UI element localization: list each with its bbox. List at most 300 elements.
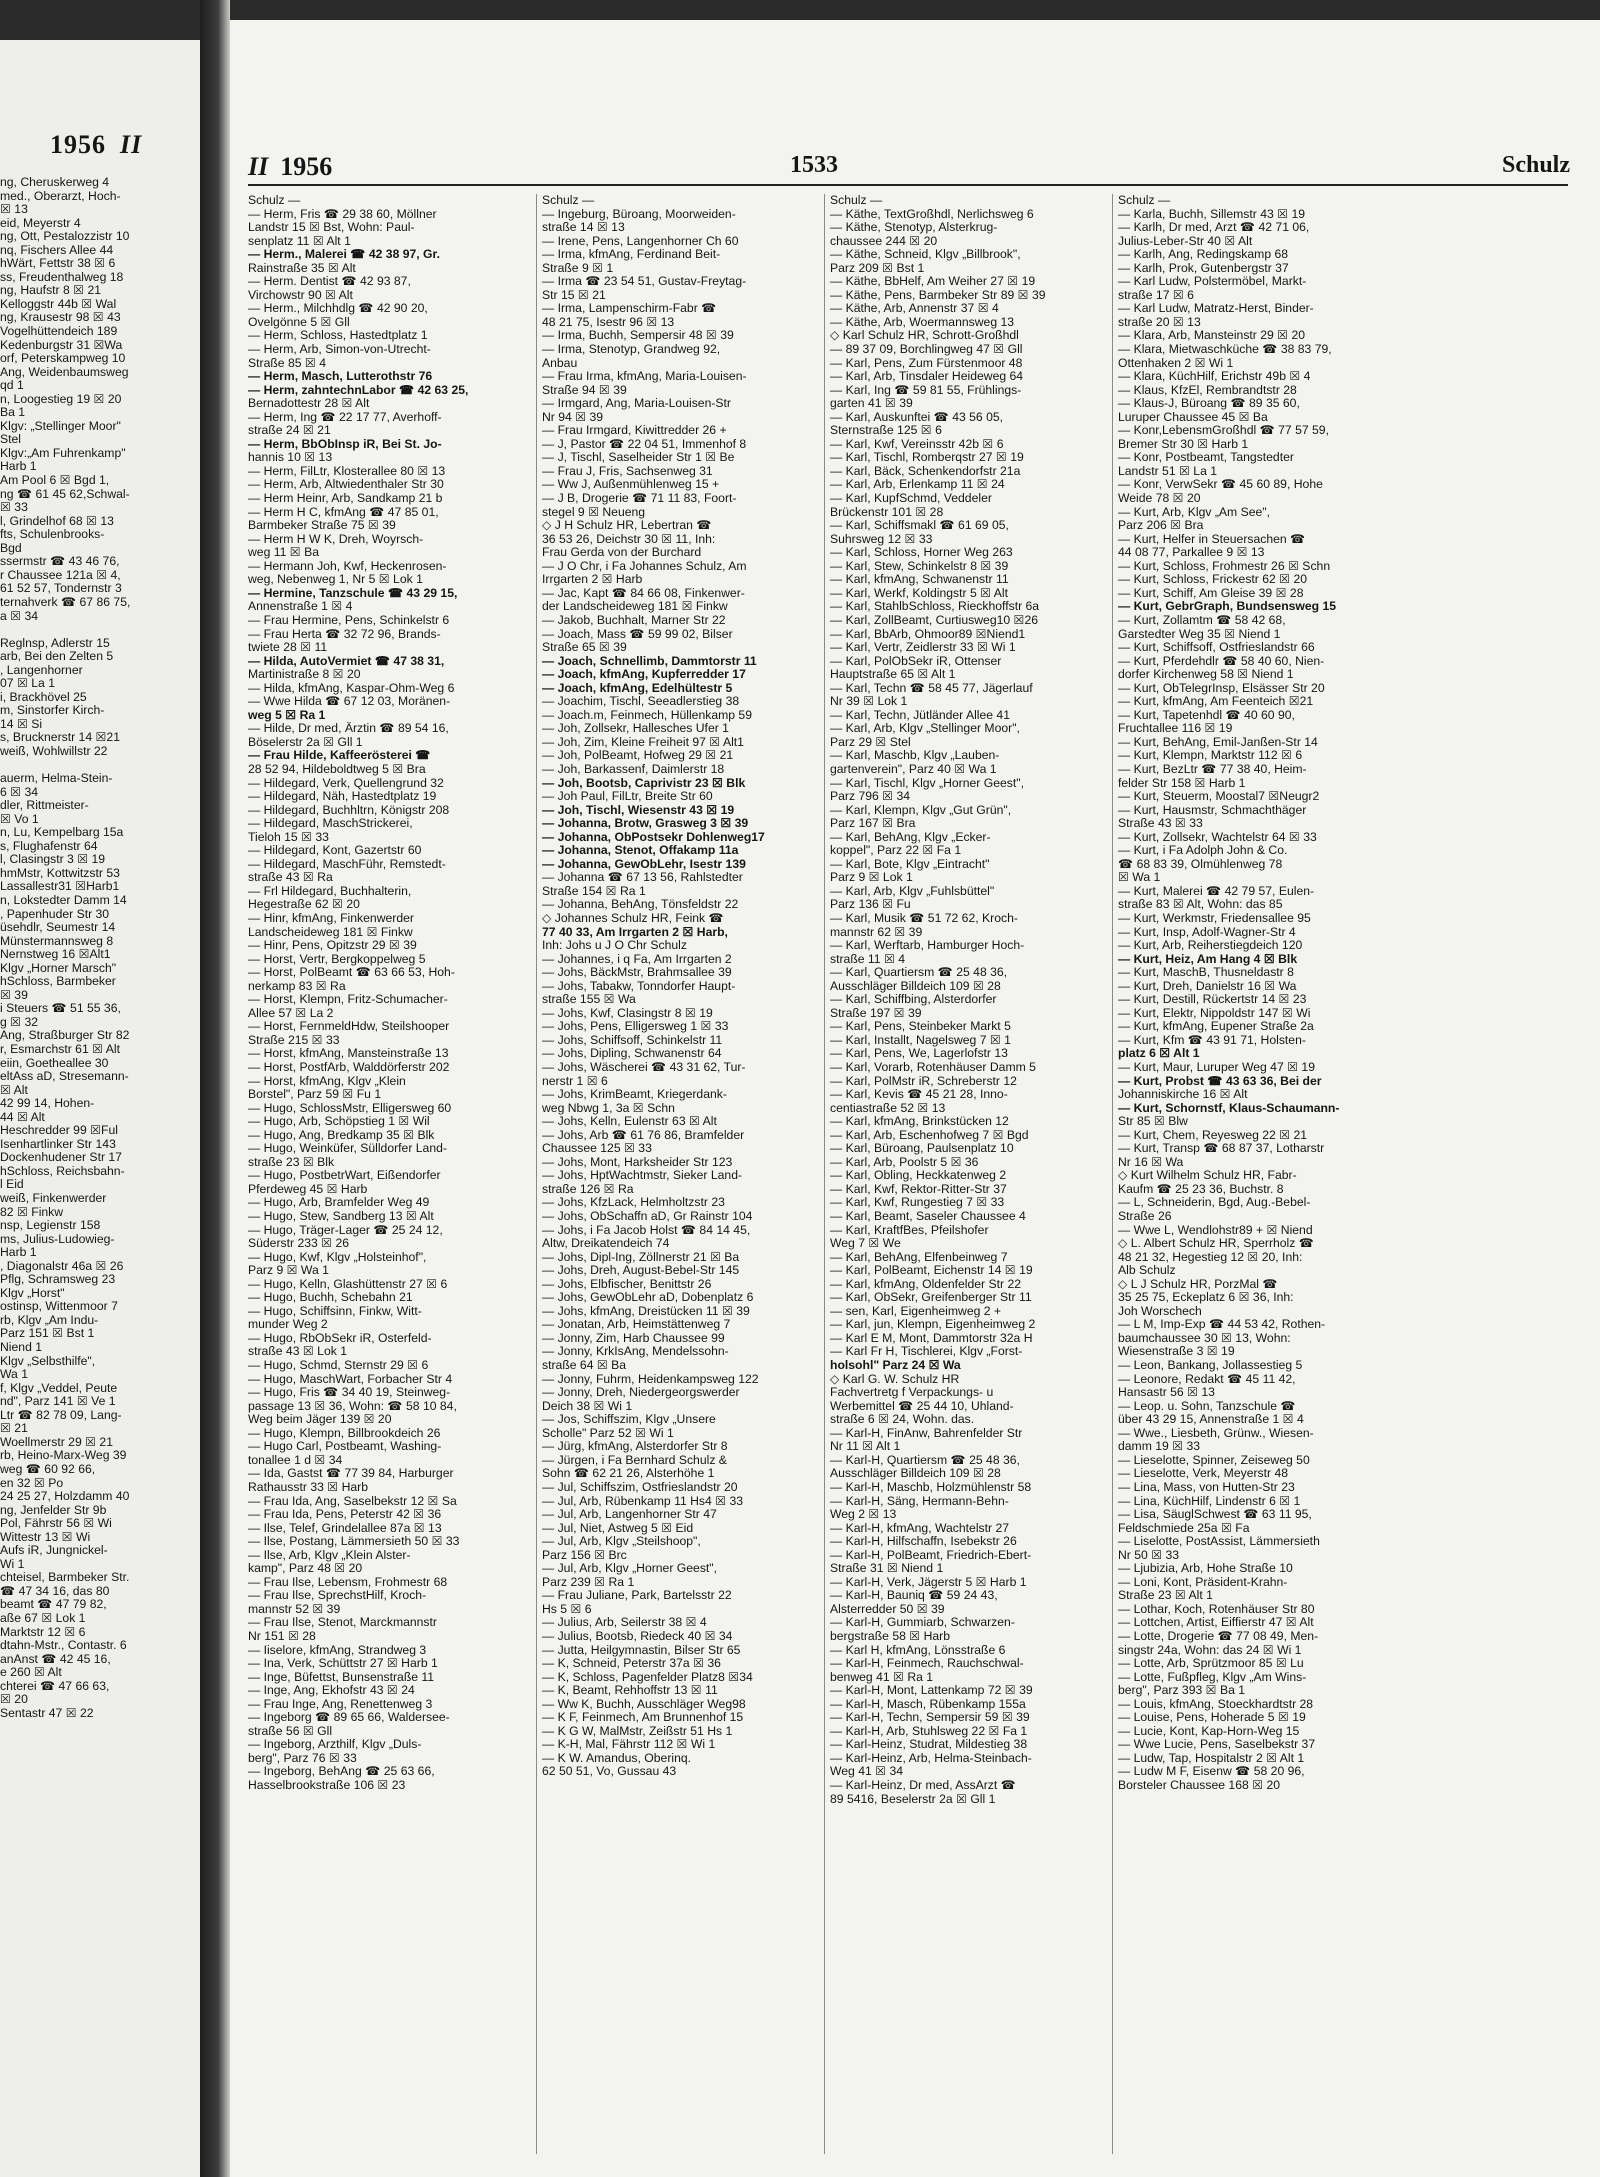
- directory-entry-line: — Hugo, Klempn, Billbrookdeich 26: [248, 1426, 441, 1440]
- running-header-left: [248, 152, 332, 186]
- left-page-line: eid, Meyerstr 4: [0, 216, 81, 230]
- column-heading: Schulz —: [542, 194, 595, 207]
- directory-entry-line: — Karl-H, Maschb, Holzmühlenstr 58: [830, 1480, 1032, 1494]
- directory-entry-line: — Irma, Buchh, Sempersir 48 ☒ 39: [542, 329, 734, 343]
- directory-entry-line: — Irma, kfmAng, Ferdinand Beit-: [542, 248, 721, 262]
- directory-entry-line: Bernadottestr 28 ☒ Alt: [248, 397, 370, 411]
- directory-entry-line: 36 53 26, Deichstr 30 ☒ 11, Inh:: [542, 532, 716, 546]
- directory-entry-line: — Karl, Tischl, Klgv „Horner Geest",: [830, 776, 1024, 790]
- directory-entry-line: — Frau J, Fris, Sachsenweg 31: [542, 464, 713, 478]
- directory-entry-line: — Klara, Mietwaschküche ☎ 38 83 79,: [1118, 343, 1332, 357]
- directory-entry-line: — Lotte, Drogerie ☎ 77 08 49, Men-: [1118, 1629, 1319, 1643]
- directory-entry-line: — Leop. u. Sohn, Tanzschule ☎: [1118, 1399, 1296, 1413]
- left-page-line: Heschredder 99 ☒Ful: [0, 1124, 118, 1138]
- directory-entry-line: Hauptstraße 65 ☒ Alt 1: [830, 668, 956, 682]
- directory-entry-line: straße 14 ☒ 13: [542, 221, 625, 235]
- directory-entry-line: — Karl, ZollBeamt, Curtiusweg10 ☒26: [830, 613, 1039, 627]
- directory-entry-line: — Irma, Lampenschirm-Fabr ☎: [542, 302, 717, 316]
- left-page-line: [0, 759, 196, 773]
- directory-entry-line: — Karl-H, Mont, Lattenkamp 72 ☒ 39: [830, 1684, 1033, 1698]
- header-rule: [248, 184, 1568, 186]
- directory-entry-line: — Herm. Dentist ☎ 42 93 87,: [248, 275, 411, 289]
- directory-entry-line: Allee 57 ☒ La 2: [248, 1006, 334, 1020]
- directory-entry-line: — Karl-H, Säng, Hermann-Behn-: [830, 1494, 1009, 1508]
- directory-entry-line: — Karl, Bote, Klgv „Eintracht": [830, 857, 990, 871]
- directory-entry-line: — Ingeborg, Arzthilf, Klgv „Duls-: [248, 1738, 422, 1752]
- directory-column-4: [1118, 194, 1402, 1793]
- directory-entry-line: — Joach, kfmAng, Edelhültestr 5: [542, 681, 733, 695]
- directory-entry-line: Weg 7 ☒ We: [830, 1237, 901, 1251]
- directory-entry-line: — Karl, ObSekr, Greifenberger Str 11: [830, 1291, 1032, 1305]
- directory-entry-line: nerkamp 83 ☒ Ra: [248, 979, 346, 993]
- directory-entry-line: — Kurt, BezLtr ☎ 77 38 40, Heim-: [1118, 762, 1307, 776]
- directory-entry-line: — Käthe, Schneid, Klgv „Billbrook",: [830, 248, 1021, 262]
- directory-entry-line: — Johannes, i q Fa, Am Irrgarten 2: [542, 952, 732, 966]
- directory-entry-line: — Hinr, Pens, Opitzstr 29 ☒ 39: [248, 939, 417, 953]
- left-page-line: ng, Haufstr 8 ☒ 21: [0, 284, 102, 298]
- directory-entry-line: — Kurt, Maur, Luruper Weg 47 ☒ 19: [1118, 1061, 1315, 1074]
- directory-entry-line: — J, Tischl, Saselheider Str 1 ☒ Be: [542, 451, 735, 465]
- directory-entry-line: Scholle" Parz 52 ☒ Wi 1: [542, 1426, 674, 1440]
- directory-entry-line: damm 19 ☒ 33: [1118, 1440, 1201, 1454]
- directory-entry-line: — Ina, Verk, Schüttstr 27 ☒ Harb 1: [248, 1657, 438, 1671]
- left-page-line: ng, Cheruskerweg 4: [0, 176, 110, 189]
- directory-entry-line: — Karl Ludw, Polstermöbel, Markt-: [1118, 275, 1307, 289]
- directory-entry-line: singstr 24a, Wohn: das 24 ☒ Wi 1: [1118, 1643, 1302, 1657]
- directory-entry-line: straße 155 ☒ Wa: [542, 993, 636, 1007]
- directory-entry-line: — Lotte, Fußpfleg, Klgv „Am Wins-: [1118, 1670, 1307, 1684]
- directory-entry-line: — Frl Hildegard, Buchhalterin,: [248, 884, 412, 898]
- directory-entry-line: — Karl-H, Quartiersm ☎ 25 48 36,: [830, 1453, 1020, 1467]
- left-page-line: f, Klgv „Veddel, Peute: [0, 1381, 118, 1395]
- directory-entry-line: — Johs, Dipl-Ing, Zöllnerstr 21 ☒ Ba: [542, 1250, 740, 1264]
- header-roman: II: [248, 152, 269, 181]
- directory-entry-line: — Karl, Pens, Zum Fürstenmoor 48: [830, 356, 1023, 370]
- left-page-line: nsp, Legienstr 158: [0, 1219, 101, 1233]
- directory-entry-line: — Irene, Pens, Langenhorner Ch 60: [542, 234, 739, 248]
- directory-entry-line: — Johs, Elbfischer, Benittstr 26: [542, 1277, 712, 1291]
- directory-entry-line: — Ww J, Außenmühlenweg 15 +: [542, 478, 720, 492]
- running-title: Schulz: [1501, 152, 1570, 178]
- left-page-line: ☒ 20: [0, 1693, 28, 1707]
- directory-entry-line: Inh: Johs u J O Chr Schulz: [542, 939, 687, 953]
- directory-entry-line: — K G W, MalMstr, Zeißstr 51 Hs 1: [542, 1724, 733, 1738]
- directory-entry-line: Parz 136 ☒ Fu: [830, 898, 911, 912]
- directory-entry-line: Weide 78 ☒ 20: [1118, 492, 1201, 506]
- directory-entry-line: — K, Beamt, Rehhoffstr 13 ☒ 11: [542, 1684, 718, 1698]
- directory-entry-line: ◇ Karl G. W. Schulz HR: [830, 1372, 960, 1386]
- directory-entry-line: Ausschläger Billdeich 109 ☒ 28: [830, 979, 1001, 993]
- left-page-line: ☒ Vo 1: [0, 812, 39, 826]
- directory-entry-line: — Hilda, kfmAng, Kaspar-Ohm-Weg 6: [248, 681, 455, 695]
- left-page-line: Isenhartlinker Str 143: [0, 1137, 116, 1151]
- directory-entry-line: — Kurt, BehAng, Emil-Janßen-Str 14: [1118, 735, 1318, 749]
- directory-entry-line: — Ilse, Postang, Lämmersieth 50 ☒ 33: [248, 1535, 460, 1549]
- directory-entry-line: — Kurt, Arb, Klgv „Am See",: [1118, 505, 1270, 519]
- directory-entry-line: — Hildegard, Buchhltrn, Königstr 208: [248, 803, 450, 817]
- directory-entry-line: — Karl H, kfmAng, Lönsstraße 6: [830, 1643, 1006, 1657]
- directory-entry-line: — Karl, Beamt, Saseler Chaussee 4: [830, 1210, 1026, 1224]
- left-page-line: Niend 1: [0, 1341, 43, 1355]
- directory-entry-line: Tieloh 15 ☒ 33: [248, 830, 329, 844]
- directory-entry-line: — Frau Herta ☎ 32 72 96, Brands-: [248, 627, 441, 641]
- directory-entry-line: — Karl, Schloss, Horner Weg 263: [830, 546, 1013, 560]
- directory-entry-line: — Leon, Bankang, Jollassestieg 5: [1118, 1359, 1303, 1373]
- directory-entry-line: straße 17 ☒ 6: [1118, 288, 1194, 302]
- left-page-line: r, Esmarchstr 61 ☒ Alt: [0, 1043, 120, 1056]
- directory-entry-line: — Klara, KüchHilf, Erichstr 49b ☒ 4: [1118, 370, 1311, 384]
- left-page-text: [0, 176, 196, 1720]
- directory-entry-line: Süderstr 233 ☒ 26: [248, 1237, 350, 1251]
- left-page: [0, 40, 200, 2177]
- directory-entry-line: — Johanna, BehAng, Tönsfeldstr 22: [542, 898, 739, 912]
- left-page-line: ss, Freudenthalweg 18: [0, 270, 124, 284]
- directory-entry-line: — Karl, KupfSchmd, Veddeler: [830, 492, 992, 506]
- left-page-line: weiß, Wohlwillstr 22: [0, 744, 108, 758]
- directory-entry-line: baumchaussee 30 ☒ 13, Wohn:: [1118, 1331, 1291, 1345]
- directory-entry-line: — Kurt, Malerei ☎ 42 79 57, Eulen-: [1118, 884, 1315, 898]
- directory-entry-line: 77 40 33, Am Irrgarten 2 ☒ Harb,: [542, 925, 728, 939]
- directory-entry-line: Straße 26: [1118, 1210, 1172, 1224]
- left-page-year: 1956: [50, 130, 106, 159]
- directory-entry-line: — Karl, Tischl, Romberqstr 27 ☒ 19: [830, 451, 1024, 465]
- directory-entry-line: straße 24 ☒ 21: [248, 424, 331, 438]
- left-page-line: med., Oberarzt, Hoch-: [0, 189, 121, 203]
- directory-entry-line: — Lotte, Arb, Sprützmoor 85 ☒ Lu: [1118, 1657, 1304, 1671]
- directory-entry-line: — Karl, Schiffsmakl ☎ 61 69 05,: [830, 519, 1009, 533]
- directory-entry-line: — K, Schloss, Pagenfelder Platz8 ☒34: [542, 1670, 753, 1684]
- directory-entry-line: Annenstraße 1 ☒ 4: [248, 600, 353, 614]
- directory-entry-line: Frau Gerda von der Burchard: [542, 546, 702, 560]
- directory-entry-line: Hegestraße 62 ☒ 20: [248, 898, 360, 912]
- directory-entry-line: — Kurt, Zollamtm ☎ 58 42 68,: [1118, 613, 1286, 627]
- directory-entry-line: — 89 37 09, Borchlingweg 47 ☒ Gll: [830, 343, 1023, 357]
- directory-entry-line: — Karl, Pens, Steinbeker Markt 5: [830, 1020, 1011, 1034]
- directory-entry-line: — Kurt, Zollsekr, Wachtelstr 64 ☒ 33: [1118, 830, 1317, 844]
- directory-entry-line: — Karl, KraftfBes, Pfeilshofer: [830, 1223, 989, 1237]
- directory-entry-line: — Johanna, Brotw, Grasweg 3 ☒ 39: [542, 817, 749, 831]
- directory-entry-line: — Kurt, Tapetenhdl ☎ 40 60 90,: [1118, 708, 1295, 722]
- directory-entry-line: mannstr 62 ☒ 39: [830, 925, 923, 939]
- directory-entry-line: — Karl, BehAng, Elfenbeinweg 7: [830, 1250, 1008, 1264]
- directory-entry-line: — L M, Imp-Exp ☎ 44 53 42, Rothen-: [1118, 1318, 1326, 1332]
- directory-entry-line: Luruper Chaussee 45 ☒ Ba: [1118, 410, 1268, 424]
- directory-entry-line: — Frau Irma, kfmAng, Maria-Louisen-: [542, 370, 747, 384]
- directory-entry-line: — Karl, Vorarb, Rotenhäuser Damm 5: [830, 1061, 1036, 1074]
- left-page-line: Klgv „Selbsthilfe",: [0, 1354, 96, 1368]
- directory-entry-line: — Johs, KrimBeamt, Kriegerdank-: [542, 1088, 727, 1102]
- directory-entry-line: Weg 41 ☒ 34: [830, 1765, 904, 1779]
- left-page-line: Woellmerstr 29 ☒ 21: [0, 1435, 113, 1449]
- directory-entry-line: — Wwe Hilda ☎ 67 12 03, Moränen-: [248, 695, 451, 709]
- directory-entry-line: — Lieselotte, Verk, Meyerstr 48: [1118, 1467, 1289, 1481]
- left-page-line: 07 ☒ La 1: [0, 677, 55, 691]
- directory-entry-line: Pferdeweg 45 ☒ Harb: [248, 1182, 368, 1196]
- column-divider: [536, 194, 537, 2154]
- directory-entry-line: — Hugo Carl, Postbeamt, Washing-: [248, 1440, 442, 1454]
- directory-entry-line: Irrgarten 2 ☒ Harb: [542, 573, 643, 587]
- directory-entry-line: — Jonny, Fuhrm, Heidenkampsweg 122: [542, 1372, 759, 1386]
- directory-entry-line: — Karl, Arb, Eschenhofweg 7 ☒ Bgd: [830, 1128, 1029, 1142]
- directory-entry-line: — Karl, StahlbSchloss, Rieckhoffstr 6a: [830, 600, 1040, 614]
- left-page-line: rb, Heino-Marx-Weg 39: [0, 1449, 127, 1463]
- directory-entry-line: — Joh, PolBeamt, Hofweg 29 ☒ 21: [542, 749, 734, 763]
- directory-entry-line: — Loni, Kont, Präsident-Krahn-: [1118, 1575, 1288, 1589]
- left-page-line: Klgv „Horner Marsch": [0, 961, 117, 975]
- directory-entry-line: Garstedter Weg 35 ☒ Niend 1: [1118, 627, 1281, 641]
- directory-entry-line: 48 21 32, Hegestieg 12 ☒ 20, Inh:: [1118, 1250, 1303, 1264]
- directory-entry-line: Ovelgönne 5 ☒ Gll: [248, 315, 350, 329]
- directory-entry-line: — Johs, Tabakw, Tonndorfer Haupt-: [542, 979, 736, 993]
- directory-entry-line: 44 08 77, Parkallee 9 ☒ 13: [1118, 546, 1265, 560]
- left-page-line: fts, Schulenbrooks-: [0, 528, 105, 542]
- directory-entry-line: — Wwe L, Wendlohstr89 + ☒ Niend: [1118, 1223, 1313, 1237]
- left-page-line: i, Brackhövel 25: [0, 690, 87, 704]
- directory-entry-line: straße 43 ☒ Lok 1: [248, 1345, 347, 1359]
- directory-entry-line: — Karl-H, Masch, Rübenkamp 155a: [830, 1697, 1026, 1711]
- directory-entry-line: — Ljubizia, Arb, Hohe Straße 10: [1118, 1562, 1293, 1576]
- directory-entry-line: nerstr 1 ☒ 6: [542, 1074, 608, 1088]
- directory-entry-line: — Karl, Pens, We, Lagerlofstr 13: [830, 1047, 1008, 1061]
- left-page-line: Wittestr 13 ☒ Wi: [0, 1530, 91, 1544]
- directory-entry-line: — Karl, Klempn, Klgv „Gut Grün",: [830, 803, 1012, 817]
- directory-entry-line: berg", Parz 393 ☒ Ba 1: [1118, 1684, 1246, 1698]
- directory-entry-line: — Joh Paul, FilLtr, Breite Str 60: [542, 790, 713, 804]
- directory-entry-line: — Hugo, Träger-Lager ☎ 25 24 12,: [248, 1223, 443, 1237]
- directory-entry-line: gartenverein", Parz 40 ☒ Wa 1: [830, 762, 997, 776]
- directory-entry-line: ◇ J H Schulz HR, Lebertran ☎: [542, 519, 712, 533]
- directory-entry-line: — Käthe, Arb, Annenstr 37 ☒ 4: [830, 302, 999, 316]
- directory-entry-line: Anbau: [542, 356, 578, 370]
- directory-entry-line: — Jutta, Heilgymnastin, Bilser Str 65: [542, 1643, 741, 1657]
- left-page-line: qd 1: [0, 379, 24, 393]
- directory-entry-line: — Frau Juliane, Park, Bartelsstr 22: [542, 1589, 732, 1603]
- left-page-line: 14 ☒ Si: [0, 717, 43, 731]
- directory-entry-line: — Herm, Arb, Altwiedenthaler Str 30: [248, 478, 444, 492]
- directory-entry-line: — Jul, Arb, Klgv „Steilshoop",: [542, 1535, 701, 1549]
- left-page-line: Parz 151 ☒ Bst 1: [0, 1327, 95, 1341]
- directory-entry-line: — Inge, Büfettst, Bunsenstraße 11: [248, 1670, 435, 1684]
- left-page-line: Wi 1: [0, 1557, 25, 1571]
- directory-entry-line: — Joach, kfmAng, Kupferredder 17: [542, 668, 746, 682]
- directory-entry-line: — Jul, Niet, Astweg 5 ☒ Eid: [542, 1521, 694, 1535]
- directory-entry-line: — Hugo, Ang, Bredkamp 35 ☒ Blk: [248, 1128, 435, 1142]
- directory-entry-line: — K W. Amandus, Oberinq.: [542, 1751, 692, 1765]
- directory-entry-line: — Karl, Kwf, Vereinsstr 42b ☒ 6: [830, 437, 1004, 451]
- directory-entry-line: weg 5 ☒ Ra 1: [248, 708, 326, 722]
- directory-entry-line: Parz 206 ☒ Bra: [1118, 519, 1204, 533]
- directory-entry-line: — Inge, Ang, Ekhofstr 43 ☒ 24: [248, 1684, 415, 1698]
- directory-entry-line: — Karl, Werftarb, Hamburger Hoch-: [830, 939, 1025, 953]
- directory-entry-line: Parz 239 ☒ Ra 1: [542, 1575, 635, 1589]
- directory-entry-line: Fruchtallee 116 ☒ 19: [1118, 722, 1233, 736]
- directory-entry-line: benweg 41 ☒ Ra 1: [830, 1670, 934, 1684]
- left-page-line: Kelloggstr 44b ☒ Wal: [0, 297, 117, 311]
- directory-entry-line: Straße 154 ☒ Ra 1: [542, 884, 646, 898]
- directory-entry-line: — Kurt, Kfm ☎ 43 91 71, Holsten-: [1118, 1033, 1306, 1047]
- directory-entry-line: — Ludw M F, Eisenw ☎ 58 20 96,: [1118, 1765, 1305, 1779]
- directory-entry-line: — Kurt, Schloss, Frohmestr 26 ☒ Schn: [1118, 559, 1331, 573]
- left-page-line: 24 25 27, Holzdamm 40: [0, 1490, 130, 1504]
- directory-entry-line: — Kurt, Heiz, Am Hang 4 ☒ Blk: [1118, 952, 1298, 966]
- directory-entry-line: — Horst, PolBeamt ☎ 63 66 53, Hoh-: [248, 966, 455, 980]
- directory-entry-line: 48 21 75, Isestr 96 ☒ 13: [542, 315, 675, 329]
- directory-entry-line: — Kurt, Dreh, Danielstr 16 ☒ Wa: [1118, 979, 1297, 993]
- directory-entry-line: — L, Schneiderin, Bgd, Aug.-Bebel-: [1118, 1196, 1311, 1210]
- directory-entry-line: — Kurt, Arb, Reiherstiegdeich 120: [1118, 939, 1303, 953]
- directory-entry-line: — Hugo, Kelln, Glashüttenstr 27 ☒ 6: [248, 1277, 448, 1291]
- directory-entry-line: — Karl, Bäck, Schenkendorfstr 21a: [830, 464, 1021, 478]
- left-page-line: Stel: [0, 433, 22, 447]
- directory-entry-line: — Kurt, kfmAng, Eupener Straße 2a: [1118, 1020, 1314, 1034]
- left-page-line: Ang, Straßburger Str 82: [0, 1029, 130, 1043]
- left-page-line: nq, Fischers Allee 44: [0, 243, 114, 257]
- directory-entry-line: — Johs, Dreh, August-Bebel-Str 145: [542, 1264, 740, 1278]
- directory-entry-line: munder Weg 2: [248, 1318, 328, 1332]
- directory-entry-line: — Joach, Schnellimb, Dammtorstr 11: [542, 654, 757, 668]
- left-page-line: l Eid: [0, 1178, 24, 1192]
- directory-entry-line: — Lina, KüchHilf, Lindenstr 6 ☒ 1: [1118, 1494, 1301, 1508]
- directory-entry-line: — Karl-H, Bauniq ☎ 59 24 43,: [830, 1589, 998, 1603]
- directory-entry-line: Straße 197 ☒ 39: [830, 1006, 922, 1020]
- directory-entry-line: — Karl, Vertr, Zeidlerstr 33 ☒ Wi 1: [830, 641, 1016, 655]
- left-page-line: chterei ☎ 47 66 63,: [0, 1679, 110, 1693]
- book-gutter: [200, 0, 230, 2177]
- directory-entry-line: ◇ Kurt Wilhelm Schulz HR, Fabr-: [1118, 1169, 1297, 1183]
- directory-entry-line: — Johs, i Fa Jacob Holst ☎ 84 14 45,: [542, 1223, 751, 1237]
- left-page-line: Sentastr 47 ☒ 22: [0, 1706, 94, 1720]
- directory-entry-line: — Johs, ObSchaffn aD, Gr Rainstr 104: [542, 1210, 753, 1224]
- left-page-line: rb, Klgv „Am Indu-: [0, 1313, 99, 1327]
- directory-entry-line: — Frau Ilse, Lebensm, Frohmestr 68: [248, 1575, 448, 1589]
- left-page-line: n, Lu, Kempelbarg 15a: [0, 826, 124, 840]
- directory-entry-line: — Hugo, Kwf, Klgv „Holsteinhof",: [248, 1250, 427, 1264]
- directory-entry-line: — Frau Inge, Ang, Renettenweg 3: [248, 1697, 433, 1711]
- directory-entry-line: Hs 5 ☒ 6: [542, 1602, 592, 1616]
- directory-entry-line: — Kurt, GebrGraph, Bundsensweg 15: [1118, 600, 1337, 614]
- left-page-header: [50, 130, 142, 160]
- directory-entry-line: Parz 9 ☒ Lok 1: [830, 871, 913, 885]
- directory-entry-line: — Horst, kfmAng, Mansteinstraße 13: [248, 1047, 449, 1061]
- left-page-line: ☒ 21: [0, 1422, 28, 1436]
- directory-entry-line: — Karl, Ing ☎ 59 81 55, Frühlings-: [830, 383, 1022, 397]
- left-page-line: anAnst ☎ 42 45 16,: [0, 1652, 111, 1666]
- directory-entry-line: — Klaus-J, Büroang ☎ 89 35 60,: [1118, 397, 1300, 411]
- directory-entry-line: — Kurt, ObTelegrInsp, Elsässer Str 20: [1118, 681, 1325, 695]
- left-page-line: Klgv:„Am Fuhrenkamp": [0, 446, 126, 460]
- directory-entry-line: über 43 29 15, Annenstraße 1 ☒ 4: [1118, 1413, 1304, 1427]
- directory-entry-line: — Karl, kfmAng, Schwanenstr 11: [830, 573, 1009, 587]
- directory-entry-line: — Karl, Arb, Klgv „Fuhlsbüttel": [830, 884, 995, 898]
- left-page-line: l, Clasingstr 3 ☒ 19: [0, 853, 106, 867]
- directory-entry-line: — Herm, Ing ☎ 22 17 77, Averhoff-: [248, 410, 442, 424]
- directory-entry-line: — Lisa, SäuglSchwest ☎ 63 11 95,: [1118, 1508, 1312, 1522]
- directory-entry-line: — Kurt, Elektr, Nippoldstr 147 ☒ Wi: [1118, 1006, 1311, 1020]
- directory-entry-line: Barmbeker Straße 75 ☒ 39: [248, 519, 396, 533]
- directory-entry-line: Landstr 15 ☒ Bst, Wohn: Paul-: [248, 221, 415, 235]
- directory-entry-line: — Konr,LebensmGroßhdl ☎ 77 57 59,: [1118, 424, 1329, 438]
- directory-entry-line: — Karl, BehAng, Klgv „Ecker-: [830, 830, 991, 844]
- directory-entry-line: bergstraße 58 ☒ Harb: [830, 1629, 950, 1643]
- directory-entry-line: — Kurt, Helfer in Steuersachen ☎: [1118, 532, 1306, 546]
- left-page-line: Wa 1: [0, 1368, 28, 1382]
- directory-entry-line: — Hugo, Arb, Schöpstieg 1 ☒ Wil: [248, 1115, 430, 1129]
- directory-entry-line: — Hugo, MaschWart, Forbacher Str 4: [248, 1372, 453, 1386]
- directory-entry-line: — Johs, kfmAng, Dreistücken 11 ☒ 39: [542, 1304, 750, 1318]
- directory-entry-line: — Käthe, Stenotyp, Alsterkrug-: [830, 221, 998, 235]
- directory-entry-line: — Jos, Schiffszim, Klgv „Unsere: [542, 1413, 716, 1427]
- directory-entry-line: — Kurt, Klempn, Marktstr 112 ☒ 6: [1118, 749, 1303, 763]
- directory-entry-line: — Wwe., Liesbeth, Grünw., Wiesen-: [1118, 1426, 1314, 1440]
- directory-entry-line: — Jonny, KrkIsAng, Mendelssohn-: [542, 1345, 729, 1359]
- left-page-line: 82 ☒ Finkw: [0, 1205, 64, 1219]
- directory-entry-line: Str 85 ☒ Blw: [1118, 1115, 1188, 1129]
- directory-entry-line: — Julius, Bootsb, Riedeck 40 ☒ 34: [542, 1629, 733, 1643]
- column-heading: Schulz —: [248, 194, 301, 207]
- left-page-line: chteisel, Barmbeker Str.: [0, 1571, 130, 1585]
- directory-entry-line: — Karl, Musik ☎ 51 72 62, Kroch-: [830, 911, 1018, 925]
- directory-entry-line: — Kurt, Chem, Reyesweg 22 ☒ 21: [1118, 1128, 1308, 1142]
- directory-entry-line: — Karl-H, kfmAng, Wachtelstr 27: [830, 1521, 1010, 1535]
- directory-entry-line: straße 11 ☒ 4: [830, 952, 906, 966]
- left-page-line: Pol, Fährstr 56 ☒ Wi: [0, 1517, 112, 1531]
- left-page-line: g ☒ 32: [0, 1015, 39, 1029]
- left-page-line: Reglnsp, Adlerstr 15: [0, 636, 110, 650]
- left-page-line: , Diagonalstr 46a ☒ 26: [0, 1259, 124, 1273]
- directory-entry-line: — Joh, Zollsekr, Hallesches Ufer 1: [542, 722, 729, 736]
- directory-entry-line: — K, Schneid, Peterstr 37a ☒ 36: [542, 1657, 721, 1671]
- directory-entry-line: — Karl-Heinz, Dr med, AssArzt ☎: [830, 1778, 1016, 1792]
- directory-entry-line: — Jul, Arb, Langenhorner Str 47: [542, 1508, 717, 1522]
- directory-entry-line: Straße 43 ☒ 33: [1118, 817, 1203, 831]
- directory-entry-line: — Jac, Kapt ☎ 84 66 08, Finkenwer-: [542, 586, 745, 600]
- directory-entry-line: — Karl Ludw, Matratz-Herst, Binder-: [1118, 302, 1314, 316]
- directory-entry-line: — Karlh, Dr med, Arzt ☎ 42 71 06,: [1118, 221, 1310, 235]
- directory-entry-line: — Karl, Obling, Heckkatenweg 2: [830, 1169, 1007, 1183]
- directory-entry-line: Nr 94 ☒ 39: [542, 410, 604, 424]
- directory-entry-line: — Hermann Joh, Kwf, Heckenrosen-: [248, 559, 447, 573]
- directory-entry-line: Virchowstr 90 ☒ Alt: [248, 288, 353, 302]
- directory-entry-line: ◇ Karl Schulz HR, Schrott-Großhdl: [830, 329, 1019, 343]
- directory-entry-line: Parz 156 ☒ Brc: [542, 1548, 627, 1562]
- directory-entry-line: — Herm, Masch, Lutterothstr 76: [248, 370, 433, 384]
- directory-entry-line: Weg 2 ☒ 13: [830, 1508, 897, 1522]
- directory-entry-line: straße 126 ☒ Ra: [542, 1182, 634, 1196]
- directory-entry-line: — Hildegard, Näh, Hastedtplatz 19: [248, 790, 437, 804]
- directory-entry-line: — Herm, Fris ☎ 29 38 60, Möllner: [248, 207, 437, 221]
- directory-entry-line: — Johs, Wäscherei ☎ 43 31 62, Tur-: [542, 1061, 746, 1074]
- directory-entry-line: — Hugo, PostbetrWart, Eißendorfer: [248, 1169, 441, 1183]
- directory-entry-line: 28 52 94, Hildeboldtweg 5 ☒ Bra: [248, 762, 426, 776]
- directory-entry-line: — Horst, FernmeldHdw, Steilshooper: [248, 1020, 450, 1034]
- directory-entry-line: — Ww K, Buchh, Ausschläger Weg98: [542, 1697, 746, 1711]
- left-page-line: hSchloss, Reichsbahn-: [0, 1164, 125, 1178]
- directory-entry-line: — Horst, kfmAng, Klgv „Klein: [248, 1074, 406, 1088]
- directory-entry-line: Kaufm ☎ 25 23 36, Buchstr. 8: [1118, 1182, 1284, 1196]
- left-page-line: auerm, Helma-Stein-: [0, 772, 113, 786]
- directory-entry-line: — Karl-H, PolBeamt, Friedrich-Ebert-: [830, 1548, 1032, 1562]
- directory-entry-line: — Karl, Kwf, Rektor-Ritter-Str 37: [830, 1182, 1007, 1196]
- directory-entry-line: Parz 29 ☒ Stel: [830, 735, 911, 749]
- left-page-line: ms, Julius-Ludowieg-: [0, 1232, 115, 1246]
- directory-entry-line: Sternstraße 125 ☒ 6: [830, 424, 942, 438]
- directory-entry-line: — Hugo, Arb, Bramfelder Weg 49: [248, 1196, 430, 1210]
- directory-entry-line: — Kurt, Insp, Adolf-Wagner-Str 4: [1118, 925, 1296, 939]
- directory-entry-line: Rainstraße 35 ☒ Alt: [248, 261, 356, 275]
- left-page-line: en 32 ☒ Po: [0, 1476, 64, 1490]
- directory-entry-line: — Kurt, Schornstf, Klaus-Schaumann-: [1118, 1101, 1340, 1115]
- left-page-line: ng, Jenfelder Str 9b: [0, 1503, 107, 1517]
